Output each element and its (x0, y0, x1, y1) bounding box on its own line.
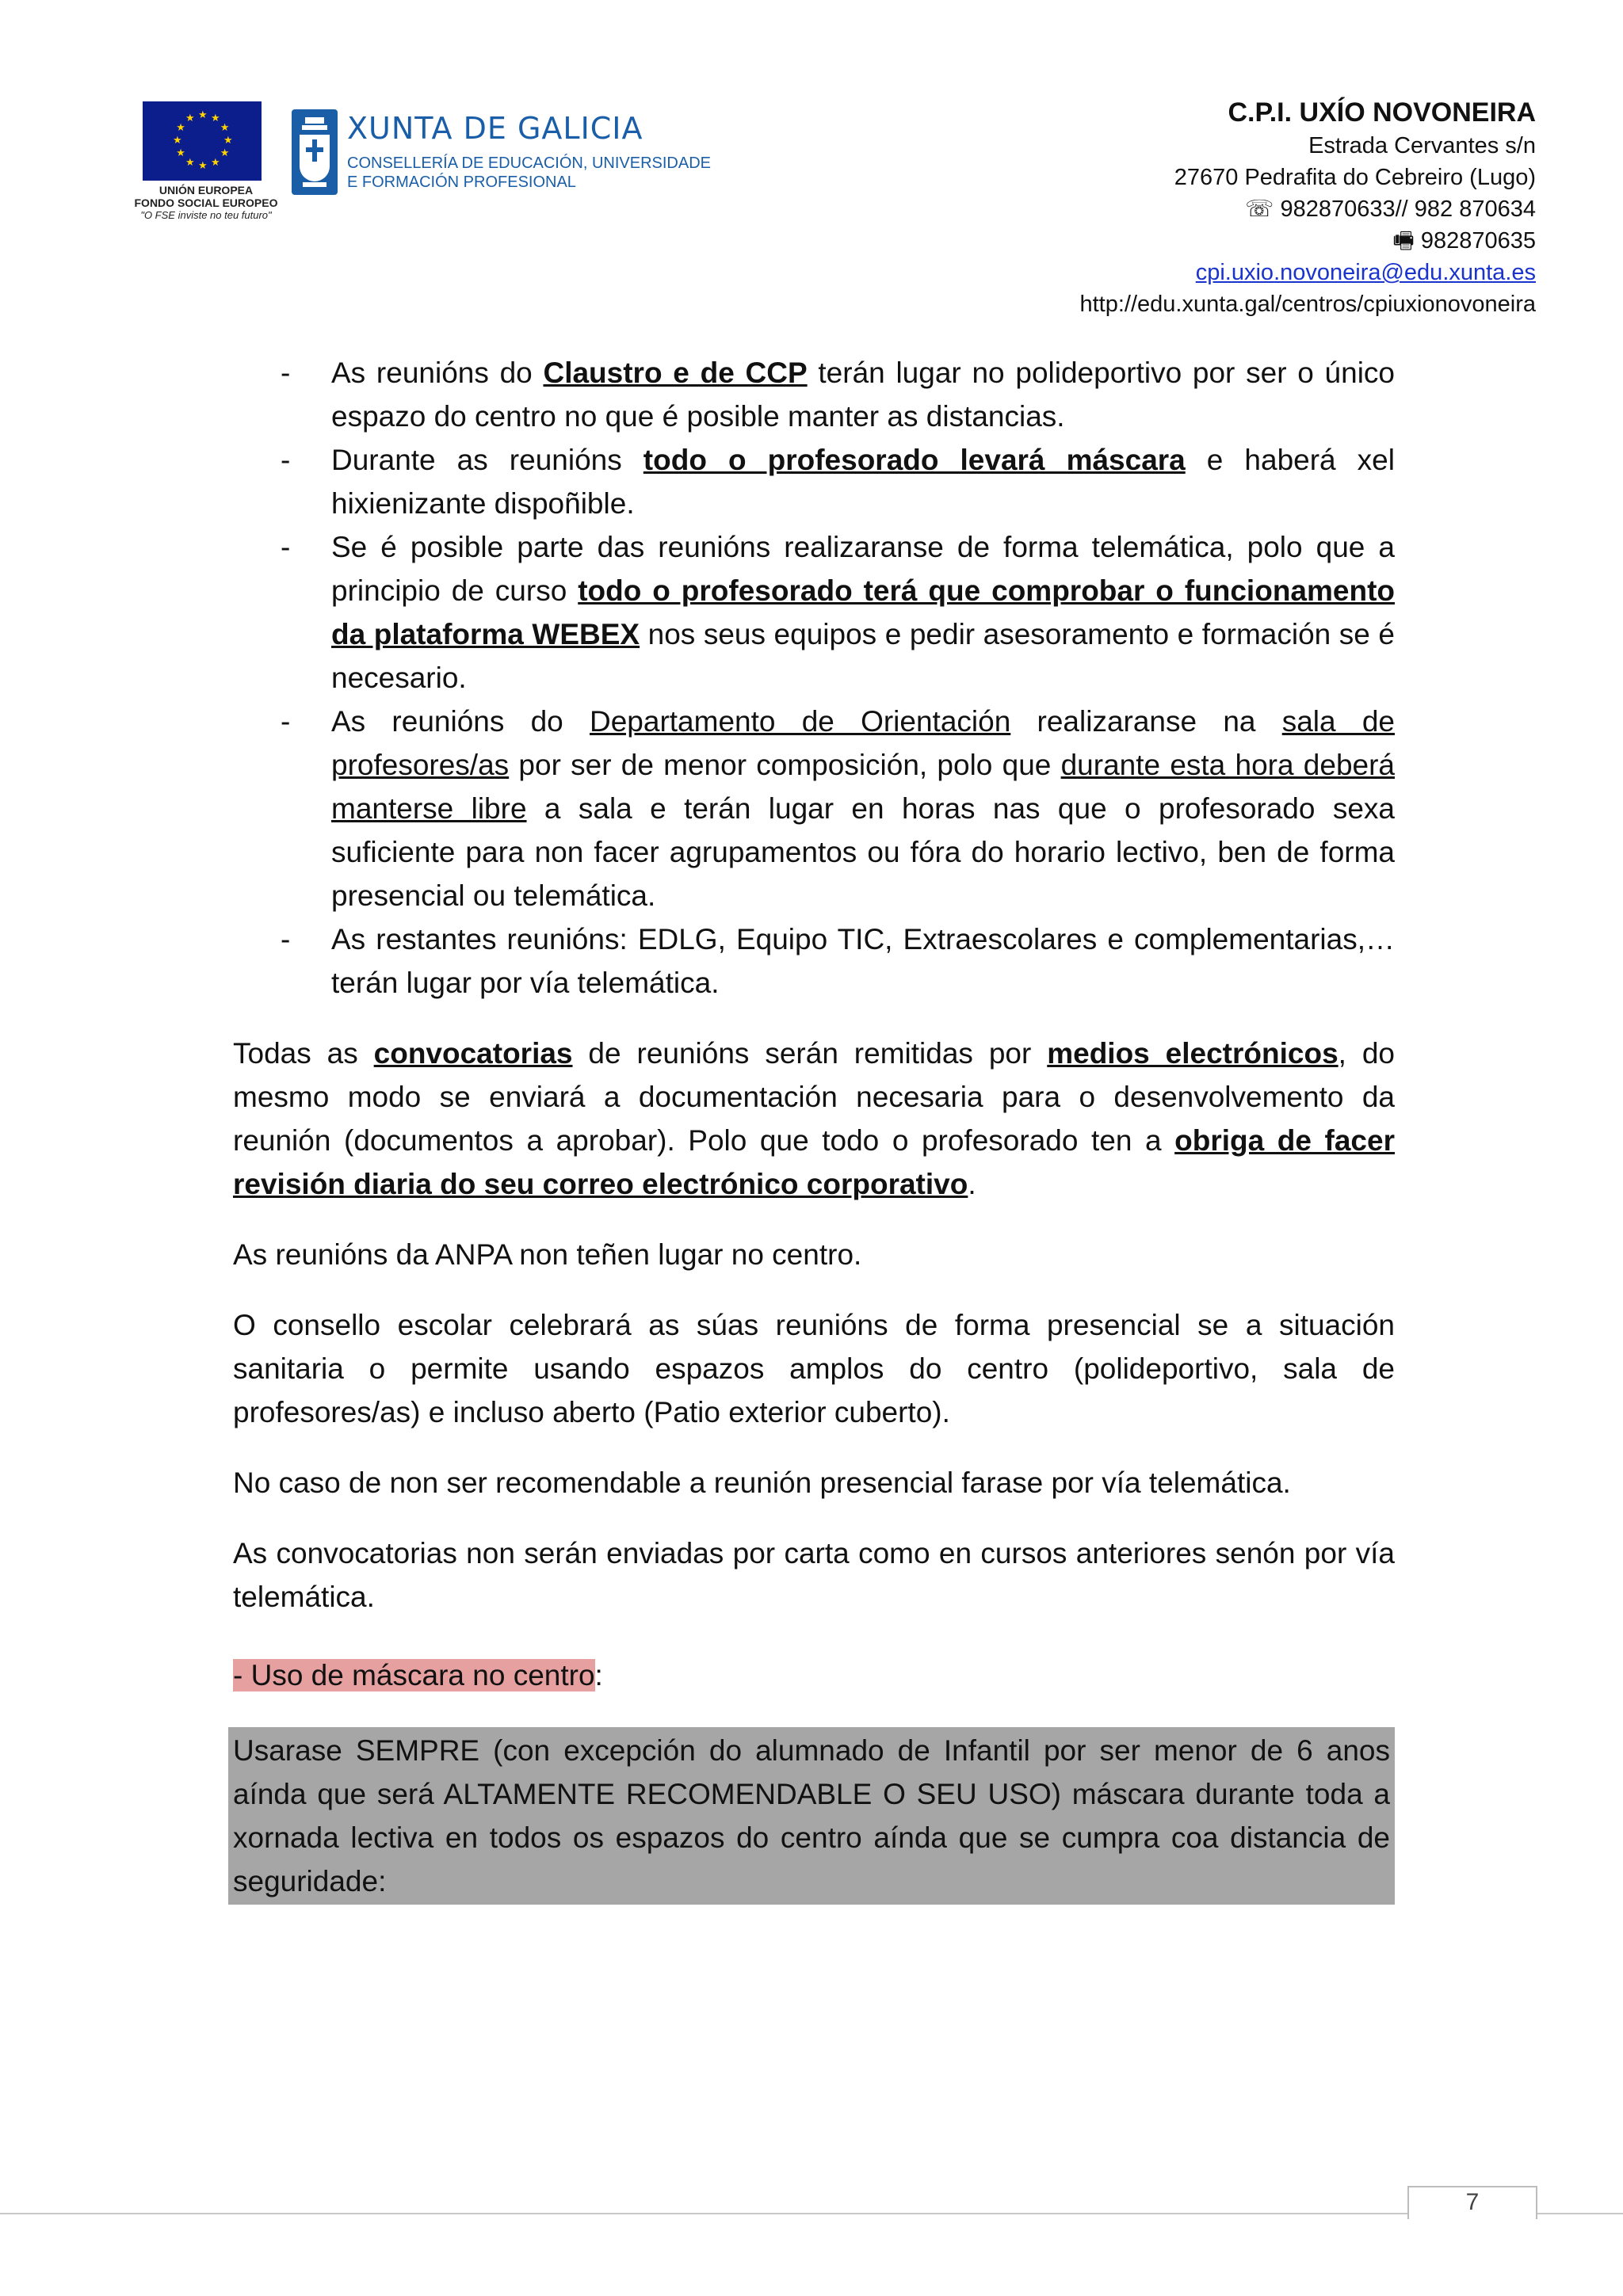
section-heading-mascara: - Uso de máscara no centro: (233, 1659, 603, 1691)
school-website: http://edu.xunta.gal/centros/cpiuxionovoneira (1079, 292, 1536, 317)
underlined-text: Departamento de Orientación (589, 705, 1011, 738)
meetings-bullet-list (233, 351, 1395, 1005)
bold-underlined-text: medios electrónicos (1047, 1037, 1338, 1070)
eu-star-icon: ★ (173, 135, 182, 147)
underlined-text: durante esta hora deberá manterse libre (331, 749, 1395, 825)
underlined-text: sala de profesores/as (331, 705, 1396, 781)
highlighted-heading: - Uso de máscara no centro (233, 1659, 595, 1691)
paragraph-convocatorias-carta: As convocatorias non serán enviadas por carta como en cursos anteriores senón por vía telemática. (233, 1537, 1395, 1613)
school-city: 27670 Pedrafita do Cebreiro (Lugo) (1174, 165, 1536, 190)
school-info (1079, 95, 1536, 320)
list-item: - As reunións do Departamento de Orientación realizaranse na sala de profesores/as por ser de menor composición, polo que durante esta hora deberá manterse libre a sala e terán lugar en horas nas que o profesorado sexa suficiente para non facer agrupamentos ou fóra do horario lectivo, ben de forma presencial ou telemática. (281, 705, 1396, 912)
eu-star-icon: ★ (198, 109, 208, 121)
eu-logo-slogan: "O FSE inviste no teu futuro" (140, 209, 272, 221)
school-fax: 🖷 982870635 (1392, 228, 1536, 254)
paragraph-telematica: No caso de non ser recomendable a reunión presencial farase por vía telemática. (233, 1466, 1291, 1499)
school-name: C.P.I. UXÍO NOVONEIRA (1228, 97, 1536, 128)
eu-star-icon: ★ (220, 122, 230, 134)
school-address: Estrada Cervantes s/n (1308, 133, 1536, 158)
footer-divider (0, 2213, 1623, 2214)
list-item: - Se é posible parte das reunións realizaranse de forma telemática, polo que a principio de curso todo o profesorado terá que comprobar o funcionamento da plataforma WEBEX nos seus equipos e pedir asesoramento e formación se é necesario. (281, 531, 1395, 694)
paragraph-convocatorias: Todas as convocatorias de reunións serán remitidas por medios electrónicos, do mesmo modo se enviará a documentación necesaria para o desenvolvemento da reunión (documentos a aprobar). Polo que todo o profesorado ten a obriga de facer revisión diaria do seu correo electrónico corporativo. (233, 1037, 1395, 1200)
eu-star-icon: ★ (176, 122, 185, 134)
bold-underlined-text: todo o profesorado levará máscara (643, 444, 1186, 476)
bold-underlined-text: obriga de facer revisión diaria do seu correo electrónico corporativo (233, 1124, 1395, 1200)
list-item: - As restantes reunións: EDLG, Equipo TIC, Extraescolares e complementarias,… terán lugar por vía telemática. (281, 923, 1395, 999)
eu-star-icon: ★ (211, 113, 220, 125)
xunta-title: XUNTA DE GALICIA (347, 111, 643, 146)
list-item: - Durante as reunións todo o profesorado levará máscara e haberá xel hixienizante dispoñible. (281, 444, 1395, 520)
bold-underlined-text: convocatorias (373, 1037, 573, 1070)
paragraph-consello-escolar: O consello escolar celebrará as súas reunións de forma presencial se a situación sanitaria o permite usando espazos amplos do centro (polideportivo, sala de profesores/as) e incluso aberto (Patio exterior cuberto). (233, 1309, 1395, 1428)
highlighted-mascara-paragraph: Usarase SEMPRE (con excepción do alumnado de Infantil por ser menor de 6 anos aínda que será ALTAMENTE RECOMENDABLE O SEU USO) máscara durante toda a xornada lectiva en todos os espazos do centro aínda que se cumpra coa distancia de seguridade: (228, 1727, 1395, 1905)
eu-star-icon: ★ (198, 160, 208, 172)
bold-underlined-text: todo o profesorado terá que comprobar o funcionamento da plataforma WEBEX (331, 574, 1395, 650)
eu-flag-icon (143, 101, 262, 181)
document-body (233, 351, 1395, 1905)
xunta-department-line1: CONSELLERÍA DE EDUCACIÓN, UNIVERSIDADE (347, 154, 711, 172)
eu-star-icon: ★ (185, 113, 195, 125)
eu-logo-line2: FONDO SOCIAL EUROPEO (134, 196, 278, 209)
eu-star-icon: ★ (223, 135, 233, 147)
list-item: - As reunións do Claustro e de CCP terán lugar no polideportivo por ser o único espazo do centro no que é posible manter as distancias. (281, 357, 1396, 433)
eu-logo-line1: UNIÓN EUROPEA (158, 184, 254, 196)
eu-fse-logo (123, 101, 289, 228)
school-phone: ☏ 982870633// 982 870634 (1245, 196, 1536, 222)
galicia-shield-icon (292, 109, 338, 195)
eu-star-icon: ★ (176, 147, 185, 159)
xunta-department-line2: E FORMACIÓN PROFESIONAL (347, 174, 576, 191)
eu-star-icon: ★ (220, 147, 230, 159)
paragraph-anpa: As reunións da ANPA non teñen lugar no centro. (233, 1238, 862, 1271)
xunta-logo (292, 109, 720, 196)
eu-star-icon: ★ (185, 156, 195, 169)
bold-underlined-text: Claustro e de CCP (543, 357, 808, 389)
eu-star-icon: ★ (211, 156, 220, 169)
page-number: 7 (1407, 2186, 1537, 2219)
school-email-link[interactable]: cpi.uxio.novoneira@edu.xunta.es (1195, 260, 1536, 285)
